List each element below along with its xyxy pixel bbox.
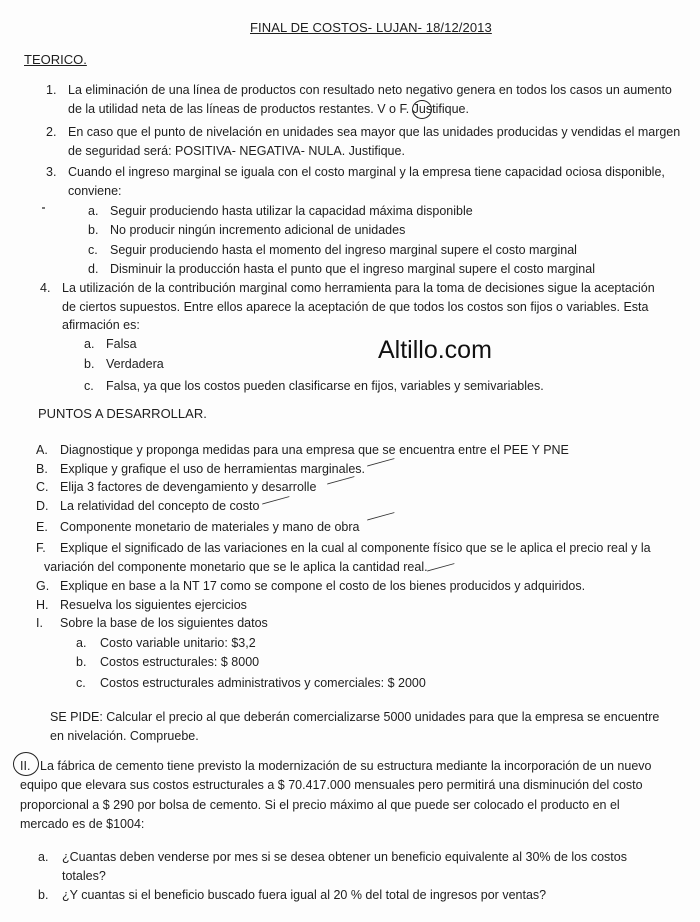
answer-circle-mark [13, 752, 39, 776]
puntos-heading: PUNTOS A DESARROLLAR. [38, 406, 207, 421]
check-mark [367, 503, 397, 521]
altillo-watermark: Altillo.com [378, 336, 492, 364]
exam-title: FINAL DE COSTOS- LUJAN- 18/12/2013 [250, 20, 492, 35]
answer-circle-mark [412, 100, 432, 119]
scan-speck [42, 207, 45, 209]
teorico-heading: TEORICO. [24, 52, 87, 67]
exam-page: FINAL DE COSTOS- LUJAN- 18/12/2013 TEORICO. 1. La eliminación de una línea de productos con resultado neto negativo genera en todos los casos un aumento de la utilidad neta de las líneas de productos restantes. V o F. Justifique. 2. En caso que el punto de nivelación en unidades sea mayor que las unidades producidas y vendidas el margen de seguridad será: POSITIVA- NEGATIVA- NULA. Justifique. 3. Cuando el ingreso marginal se iguala con el costo marginal y la empresa tiene capacidad ociosa disponible, conviene: a. Seguir produciendo hasta utilizar la capacidad máxima disponible b. No producir ningún incremento adicional de unidades c. Seguir produciendo hasta el momento del ingreso marginal supere el costo marginal d. Disminuir la producción hasta el punto que el ingreso marginal supere el costo marginal 4. La utilización de la contribución marginal como herramienta para la toma de decisiones sigue la aceptación de ciertos supuestos. Entre ellos aparece la aceptación de que todos los costos son fijos o variables. Esta afirmación es: a. Falsa b. Verdadera c. Falsa, ya que los costos pueden clasificarse en fijos, variables y semivariables. Altillo.com PUNTOS A DESARROLLAR. A. Diagnostique y proponga medidas para una empresa que se encuentra entre el PEE Y PNE B. Explique y grafique el uso de herramientas marginales. C. Elija 3 factores de devengamiento y desarrolle D. La relatividad del concepto de costo E. Componente monetario de materiales y mano de obra F. Explique el significado de las variaciones en la cual al componente físico que se le aplica el precio real y la variación del componente monetario que se le aplica la cantidad real. G. Explique en base a la NT 17 como se compone el costo de los bienes producidos y adquiridos. H. Resuelva los siguientes ejercicios I. Sobre la base de los siguientes datos a. Costo variable unitario: $3,2 b. Costos estructurales: $ 8000 c. Costos estructurales administrativos y comerciales: $ 2000 SE PIDE: Calcular el precio al que deberán comercializarse 5000 unidades para que la empresa se encuentre en nivelación. Compruebe. II. La fábrica de cemento tiene previsto la modernización de su estructura mediante la incorporación de un nuevo equipo que elevara sus costos estructurales a $ 70.417.000 mensuales pero permitirá una disminución del costo proporcional a $ 290 por bolsa de cemento. Si el precio máximo al que puede ser colocado el producto en el mercado es de $1004: a. ¿Cuantas deben venderse por mes si se desea obtener un beneficio equivalente al 30% de los costos totales? b. ¿Y cuantas si el beneficio buscado fuera igual al 20 % del total de ingresos por ventas? [0, 0, 700, 922]
